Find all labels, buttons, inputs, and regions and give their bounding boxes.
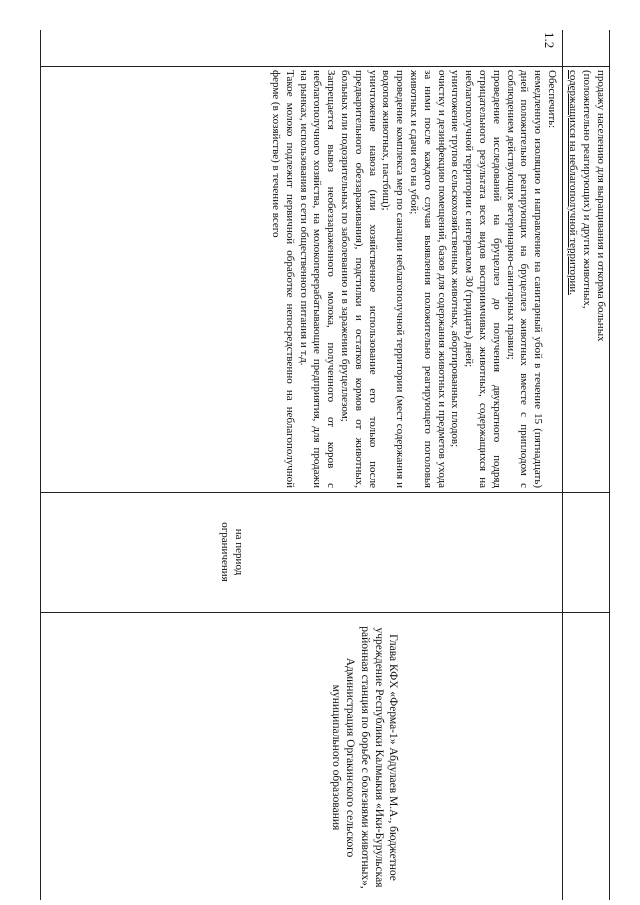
paragraph: Обеспечить: <box>546 70 558 129</box>
measures-text-cell <box>268 70 558 488</box>
row-divider <box>562 30 563 900</box>
column-divider-term <box>40 612 610 613</box>
row-number: 1.2 <box>542 32 557 49</box>
term-cell: на период ограничения <box>219 522 245 582</box>
continued-text-cell <box>566 70 607 488</box>
continued-text-line: содержащихся на неблагополучной территории. <box>567 70 580 296</box>
measures-table <box>40 30 610 900</box>
paragraph: уничтожение трупов сельскохозяйственных животных, абортированных плодов; <box>449 70 462 448</box>
continued-text-line: продажу населению для выращивания и откорма больных <box>595 70 607 342</box>
column-divider-number <box>40 66 610 67</box>
table-border-top <box>609 30 610 900</box>
column-divider-text <box>40 492 610 493</box>
paragraph: Такое молоко подлежит первичной обработке непосредственно на неблагополучной ферме (в хозяйстве) в течение всего <box>270 70 296 488</box>
responsible-cell: Глава КФХ «Ферма-1» Абдулаев М.А., бюджетное учреждение Республики Калмыкия «Ики-Бурульская районная станция по борьбе с болезнями животных», Администрация Оргакинского сельского муниципального образования <box>330 626 399 889</box>
continued-text-line: (положительно реагирующих) и других животных, <box>581 70 594 309</box>
paragraph: проведение исследований на бруцеллез до получения двукратного подряд отрицательного результата всех видов восприимчивых животных, содержащихся на неблагополучной территории с интервалом 30 (тридцать) дней; <box>463 70 503 488</box>
paragraph: очистку и дезинфекцию помещений, базов для содержания животных и предметов ухода за ними после каждого случая выявления положительно реагирующего поголовья животных и сдачи его на убой; <box>408 70 448 488</box>
table-border-bottom <box>40 30 41 900</box>
paragraph: немедленную изоляцию и направление на санитарный убой в течение 15 (пятнадцать) дней положительно реагирующих на бруцеллез животных вместе с приплодом с соблюдением действующих ветеринарно-санитарных правил; <box>504 70 545 488</box>
paragraph: проведение комплекса мер по санации неблагополучной территории (мест содержания и водопоя животных, пастбищ); <box>380 70 407 488</box>
paragraph: Запрещается вывоз необеззараженного молока, полученного от коров с неблагополучного хозяйства, на молокоперерабатывающие предприятия, для продажи на рынках, использования в сети общественного питания и т.д. <box>297 70 338 488</box>
paragraph: уничтожение навоза (или хозяйственное использование его только после предварительного обеззараживания), подстилки и остатков кормов от животных, больных или подозрительных по заболеванию и в заражении бруцеллезом; <box>339 70 379 488</box>
